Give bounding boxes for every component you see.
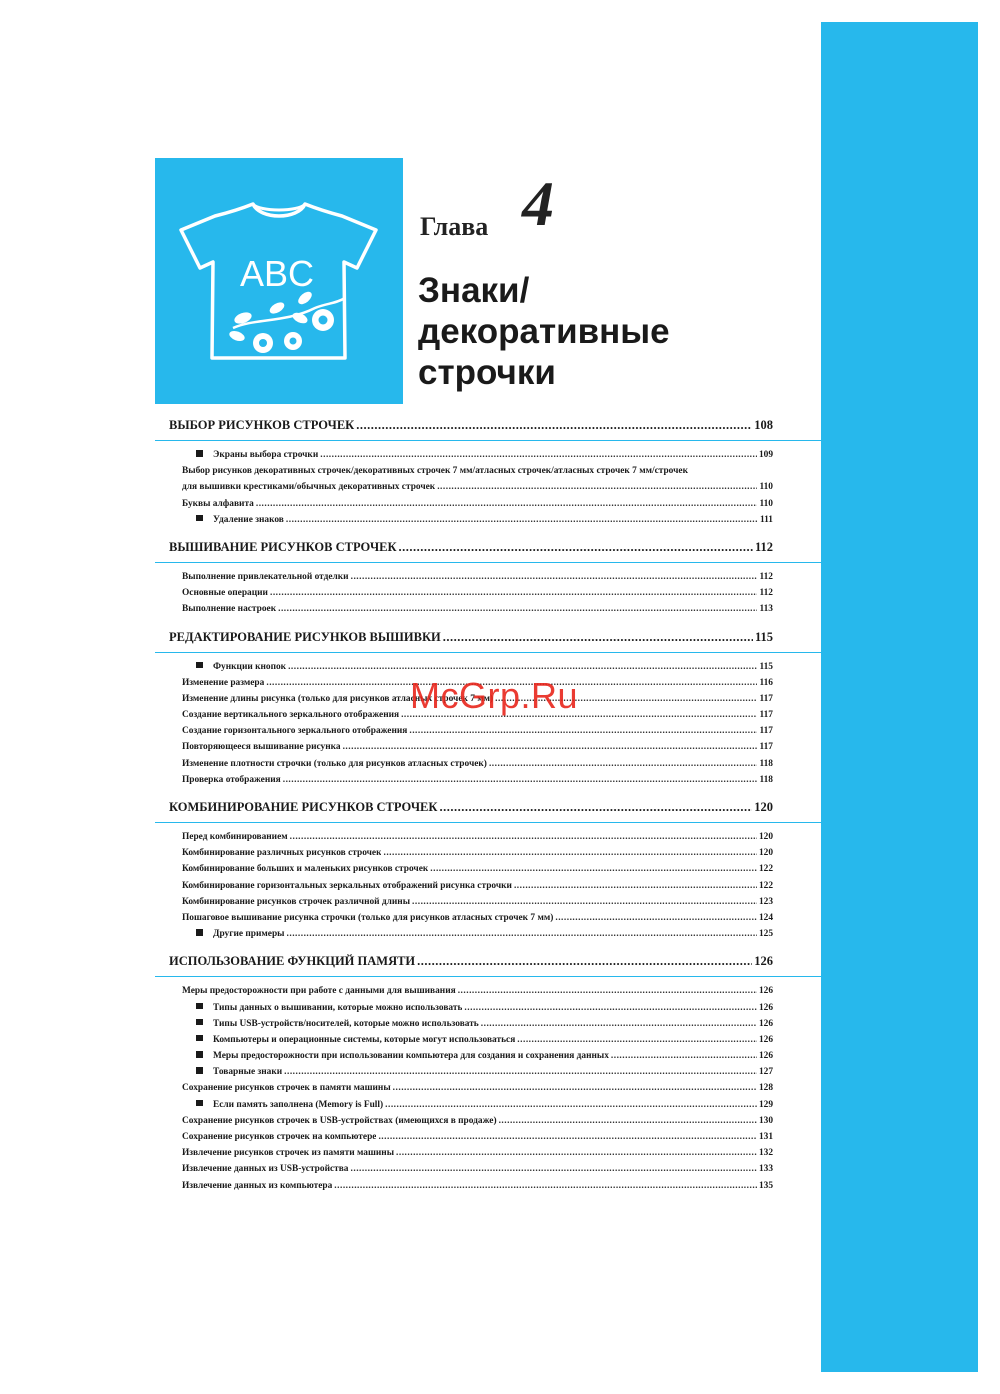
dot-leader xyxy=(256,499,758,509)
dot-leader xyxy=(351,1164,757,1174)
toc-entry-page: 130 xyxy=(758,1115,773,1126)
dot-leader xyxy=(393,1083,757,1093)
toc-entry-page: 126 xyxy=(758,1002,773,1013)
dot-leader xyxy=(555,913,757,923)
toc-entry[interactable] xyxy=(155,499,821,515)
dot-leader xyxy=(443,630,753,645)
toc-entry-label: Извлечение рисунков строчек из памяти машины xyxy=(182,1148,395,1159)
toc-section-title: ИСПОЛЬЗОВАНИЕ ФУНКЦИЙ ПАМЯТИ xyxy=(169,954,416,969)
dot-leader xyxy=(284,1067,757,1077)
square-bullet-icon xyxy=(196,1003,203,1010)
toc-entry-page: 133 xyxy=(758,1164,773,1175)
toc-entry[interactable] xyxy=(155,742,821,758)
toc-section-heading[interactable] xyxy=(155,630,821,652)
dot-leader xyxy=(517,1035,757,1045)
chapter-icon-panel xyxy=(155,158,403,404)
toc-entry[interactable] xyxy=(155,450,821,466)
toc-section xyxy=(155,954,821,1205)
toc-section xyxy=(155,540,821,630)
toc-entry-label: Комбинирование рисунков строчек различной длины xyxy=(182,896,411,907)
square-bullet-icon xyxy=(196,662,203,669)
toc-entry-label: Типы данных о вышивании, которые можно использовать xyxy=(213,1002,463,1013)
toc-entry-label: Пошаговое вышивание рисунка строчки (только для рисунков атласных строчек 7 мм) xyxy=(182,912,554,923)
toc-entry[interactable] xyxy=(155,1116,821,1132)
section-divider xyxy=(155,652,821,653)
toc-entry-page: 117 xyxy=(759,742,773,753)
section-divider xyxy=(155,822,821,823)
section-spacer xyxy=(155,945,821,954)
dot-leader xyxy=(351,572,758,582)
square-bullet-icon xyxy=(196,450,203,457)
chapter-title-line: декоративные xyxy=(418,312,670,351)
toc-section-page: 120 xyxy=(754,800,773,814)
dot-leader xyxy=(343,742,758,752)
toc-entry-label: для вышивки крестиками/обычных декоративных строчек xyxy=(182,482,436,493)
chapter-title xyxy=(418,270,670,393)
toc-entry-label: Создание вертикального зеркального отображения xyxy=(182,710,400,721)
toc-entry-label: Проверка отображения xyxy=(182,774,281,785)
dot-leader xyxy=(283,775,758,785)
square-bullet-icon xyxy=(196,1035,203,1042)
toc-entry-label: Меры предосторожности при использовании компьютера для создания и сохранения данных xyxy=(213,1051,609,1062)
square-bullet-icon xyxy=(196,1067,203,1074)
toc-entry[interactable] xyxy=(155,897,821,913)
toc-entry-label: Типы USB-устройств/носителей, которые можно использовать xyxy=(213,1018,479,1029)
toc-entry-label: Изменение размера xyxy=(182,677,265,688)
toc-entry[interactable] xyxy=(155,986,821,1002)
dot-leader xyxy=(334,1181,757,1191)
icon-abc-text: ABC xyxy=(239,253,315,294)
toc-section-title: ВЫШИВАНИЕ РИСУНКОВ СТРОЧЕК xyxy=(169,539,397,554)
toc-entry[interactable] xyxy=(155,1019,821,1035)
toc-entry-page: 128 xyxy=(758,1083,773,1094)
toc-entry-page: 122 xyxy=(758,880,773,891)
section-spacer xyxy=(155,621,821,630)
toc-entry-page: 117 xyxy=(759,710,773,721)
toc-entry-page: 113 xyxy=(759,604,773,615)
toc-section-title: КОМБИНИРОВАНИЕ РИСУНКОВ СТРОЧЕК xyxy=(169,800,438,814)
toc-section-heading[interactable] xyxy=(155,540,821,562)
dot-leader xyxy=(489,759,758,769)
dot-leader xyxy=(417,954,752,969)
toc-entry-page: 115 xyxy=(759,661,773,672)
toc-entry[interactable] xyxy=(155,1100,821,1116)
toc-section-title: РЕДАКТИРОВАНИЕ РИСУНКОВ ВЫШИВКИ xyxy=(169,629,441,644)
toc-section-heading[interactable] xyxy=(155,800,821,822)
square-bullet-icon xyxy=(196,1100,203,1107)
section-divider xyxy=(155,976,821,977)
section-divider xyxy=(155,562,821,563)
square-bullet-icon xyxy=(196,1051,203,1058)
toc-entry[interactable] xyxy=(155,726,821,742)
toc-entry-label: Товарные знаки xyxy=(213,1067,283,1078)
dot-leader xyxy=(409,726,757,736)
toc-entry-label: Если память заполнена (Memory is Full) xyxy=(213,1099,384,1110)
toc-section-page: 108 xyxy=(754,418,773,432)
toc-entry-label: Сохранение рисунков строчек на компьютере xyxy=(182,1132,377,1142)
toc-entry[interactable] xyxy=(155,1003,821,1019)
toc-entry-page: 112 xyxy=(759,588,773,599)
dot-leader xyxy=(378,1132,756,1142)
toc-entry[interactable] xyxy=(155,1051,821,1067)
dot-leader xyxy=(481,1019,757,1029)
toc-entry[interactable] xyxy=(155,864,821,880)
square-bullet-icon xyxy=(196,929,203,936)
toc-entry[interactable] xyxy=(155,604,821,620)
toc-entry-label: Создание горизонтального зеркального отображения xyxy=(182,726,408,737)
toc-entry-page: 135 xyxy=(758,1180,773,1191)
chapter-label: Глава xyxy=(420,212,489,241)
section-divider xyxy=(155,440,821,441)
toc-entry[interactable] xyxy=(155,832,821,848)
dot-leader xyxy=(383,848,756,858)
toc-entry[interactable] xyxy=(155,1132,821,1148)
dot-leader xyxy=(287,929,757,939)
toc-section-heading[interactable] xyxy=(155,418,821,440)
toc-entry-label: Буквы алфавита xyxy=(182,498,254,509)
toc-section xyxy=(155,800,821,954)
toc-entry-label: Изменение плотности строчки (только для рисунков атласных строчек) xyxy=(182,758,487,769)
toc-entry-label: Основные операции xyxy=(182,588,268,599)
toc-entry-page: 120 xyxy=(758,832,773,842)
toc-entry[interactable] xyxy=(155,1035,821,1051)
chapter-title-line: Знаки/ xyxy=(418,271,530,310)
dot-leader xyxy=(514,881,757,891)
toc-entry-label: Удаление знаков xyxy=(213,514,284,525)
toc-entry[interactable] xyxy=(155,1148,821,1164)
toc-entry[interactable] xyxy=(155,881,821,897)
toc-entry-page: 126 xyxy=(758,1051,773,1062)
toc-entry-page: 118 xyxy=(759,758,773,769)
toc-section-page: 115 xyxy=(754,629,773,644)
toc-entry-label: Меры предосторожности при работе с данными для вышивания xyxy=(182,986,456,997)
dot-leader xyxy=(278,604,757,614)
dot-leader xyxy=(385,1100,757,1110)
toc-entry-page: 122 xyxy=(758,864,773,875)
toc-section xyxy=(155,418,821,540)
dot-leader xyxy=(499,1116,757,1126)
dot-leader xyxy=(320,450,757,460)
toc-entry-label: Сохранение рисунков строчек в памяти машины xyxy=(182,1083,391,1094)
toc-entry-page: 129 xyxy=(758,1099,773,1110)
toc-section-heading[interactable] xyxy=(155,954,821,976)
chapter-number: 4 xyxy=(522,168,554,239)
toc-entry-label: Извлечение данных из USB-устройства xyxy=(182,1164,349,1175)
toc-entry[interactable] xyxy=(155,466,821,482)
toc-entry-page: 126 xyxy=(758,986,773,997)
toc-entry[interactable] xyxy=(155,1181,821,1197)
toc-entry[interactable] xyxy=(155,482,821,498)
toc-entry[interactable] xyxy=(155,515,821,531)
dot-leader xyxy=(412,897,757,907)
dot-leader xyxy=(464,1003,757,1013)
toc-entry[interactable] xyxy=(155,572,821,588)
toc-entry-label: Сохранение рисунков строчек в USB-устройствах (имеющихся в продаже) xyxy=(182,1115,497,1126)
dot-leader xyxy=(430,864,757,874)
toc-entry-label: Выполнение привлекательной отделки xyxy=(182,571,349,582)
toc-entry-label: Комбинирование различных рисунков строчек xyxy=(182,848,382,859)
toc-entry-page: 110 xyxy=(759,482,773,493)
toc-entry-label: Повторяющееся вышивание рисунка xyxy=(182,742,341,753)
toc-entry-page: 109 xyxy=(758,450,773,460)
toc-entry-page: 125 xyxy=(758,929,773,940)
dot-leader xyxy=(356,418,752,433)
toc-entry-page: 126 xyxy=(758,1034,773,1045)
toc-entry[interactable] xyxy=(155,1164,821,1180)
toc-entry-label: Перед комбинированием xyxy=(182,832,288,842)
section-spacer xyxy=(155,531,821,540)
toc-entry[interactable] xyxy=(155,1083,821,1099)
section-spacer xyxy=(155,1197,821,1206)
toc-entry[interactable] xyxy=(155,1067,821,1083)
toc-entry-page: 132 xyxy=(758,1148,773,1159)
watermark-text: McGrp.Ru xyxy=(410,675,579,716)
toc-entry-page: 111 xyxy=(759,514,773,525)
dot-leader xyxy=(286,515,758,525)
toc-entry-label: Выполнение настроек xyxy=(182,604,277,615)
toc-entry-page: 131 xyxy=(758,1132,773,1142)
dot-leader xyxy=(270,588,757,598)
toc-entry-label: Функции кнопок xyxy=(213,661,287,672)
toc-entry-label: Извлечение данных из компьютера xyxy=(182,1180,333,1191)
toc-entry-page: 112 xyxy=(759,571,773,582)
dot-leader xyxy=(611,1051,757,1061)
toc-section-page: 126 xyxy=(754,954,773,969)
shirt-abc-icon xyxy=(155,158,403,404)
toc-entry-page: 120 xyxy=(758,848,773,859)
toc-entry[interactable] xyxy=(155,588,821,604)
toc-entry[interactable] xyxy=(155,759,821,775)
table-of-contents xyxy=(155,418,821,1206)
section-spacer xyxy=(155,791,821,800)
toc-entry-label: Экраны выбора строчки xyxy=(213,450,319,460)
toc-entry-page: 124 xyxy=(758,912,773,923)
dot-leader xyxy=(288,662,757,672)
square-bullet-icon xyxy=(196,515,203,522)
toc-entry-page: 117 xyxy=(759,726,773,737)
toc-entry-label: Компьютеры и операционные системы, которые могут использоваться xyxy=(213,1034,516,1045)
toc-entry-label: Комбинирование больших и маленьких рисунков строчек xyxy=(182,864,429,875)
toc-entry-page: 117 xyxy=(759,693,773,704)
chapter-side-tab xyxy=(821,22,978,1372)
toc-entry[interactable] xyxy=(155,913,821,929)
toc-entry-label: Комбинирование горизонтальных зеркальных отображений рисунка строчки xyxy=(182,880,512,891)
toc-entry[interactable] xyxy=(155,929,821,945)
dot-leader xyxy=(399,540,753,555)
square-bullet-icon xyxy=(196,1019,203,1026)
toc-section-page: 112 xyxy=(754,539,773,554)
toc-entry-page: 127 xyxy=(758,1067,773,1078)
toc-entry-label: Выбор рисунков декоративных строчек/декоративных строчек 7 мм/атласных строчек/атласных строчек 7 мм/строчек xyxy=(182,466,688,477)
toc-entry-page: 123 xyxy=(758,896,773,907)
dot-leader xyxy=(290,832,757,842)
toc-entry-page: 118 xyxy=(759,774,773,785)
dot-leader xyxy=(437,482,757,492)
toc-entry[interactable] xyxy=(155,848,821,864)
dot-leader xyxy=(396,1148,757,1158)
toc-entry-label: Другие примеры xyxy=(213,929,285,940)
toc-entry[interactable] xyxy=(155,775,821,791)
toc-entry-page: 126 xyxy=(758,1018,773,1029)
toc-entry-page: 116 xyxy=(759,677,773,688)
toc-entry-label: Изменение длины рисунка (только для рисунков атласных строчек 7 мм) xyxy=(182,693,494,704)
dot-leader xyxy=(458,986,757,996)
dot-leader xyxy=(439,800,752,815)
chapter-title-line: строчки xyxy=(418,353,556,392)
toc-section-title: ВЫБОР РИСУНКОВ СТРОЧЕК xyxy=(169,418,355,432)
toc-entry-page: 110 xyxy=(759,498,773,509)
